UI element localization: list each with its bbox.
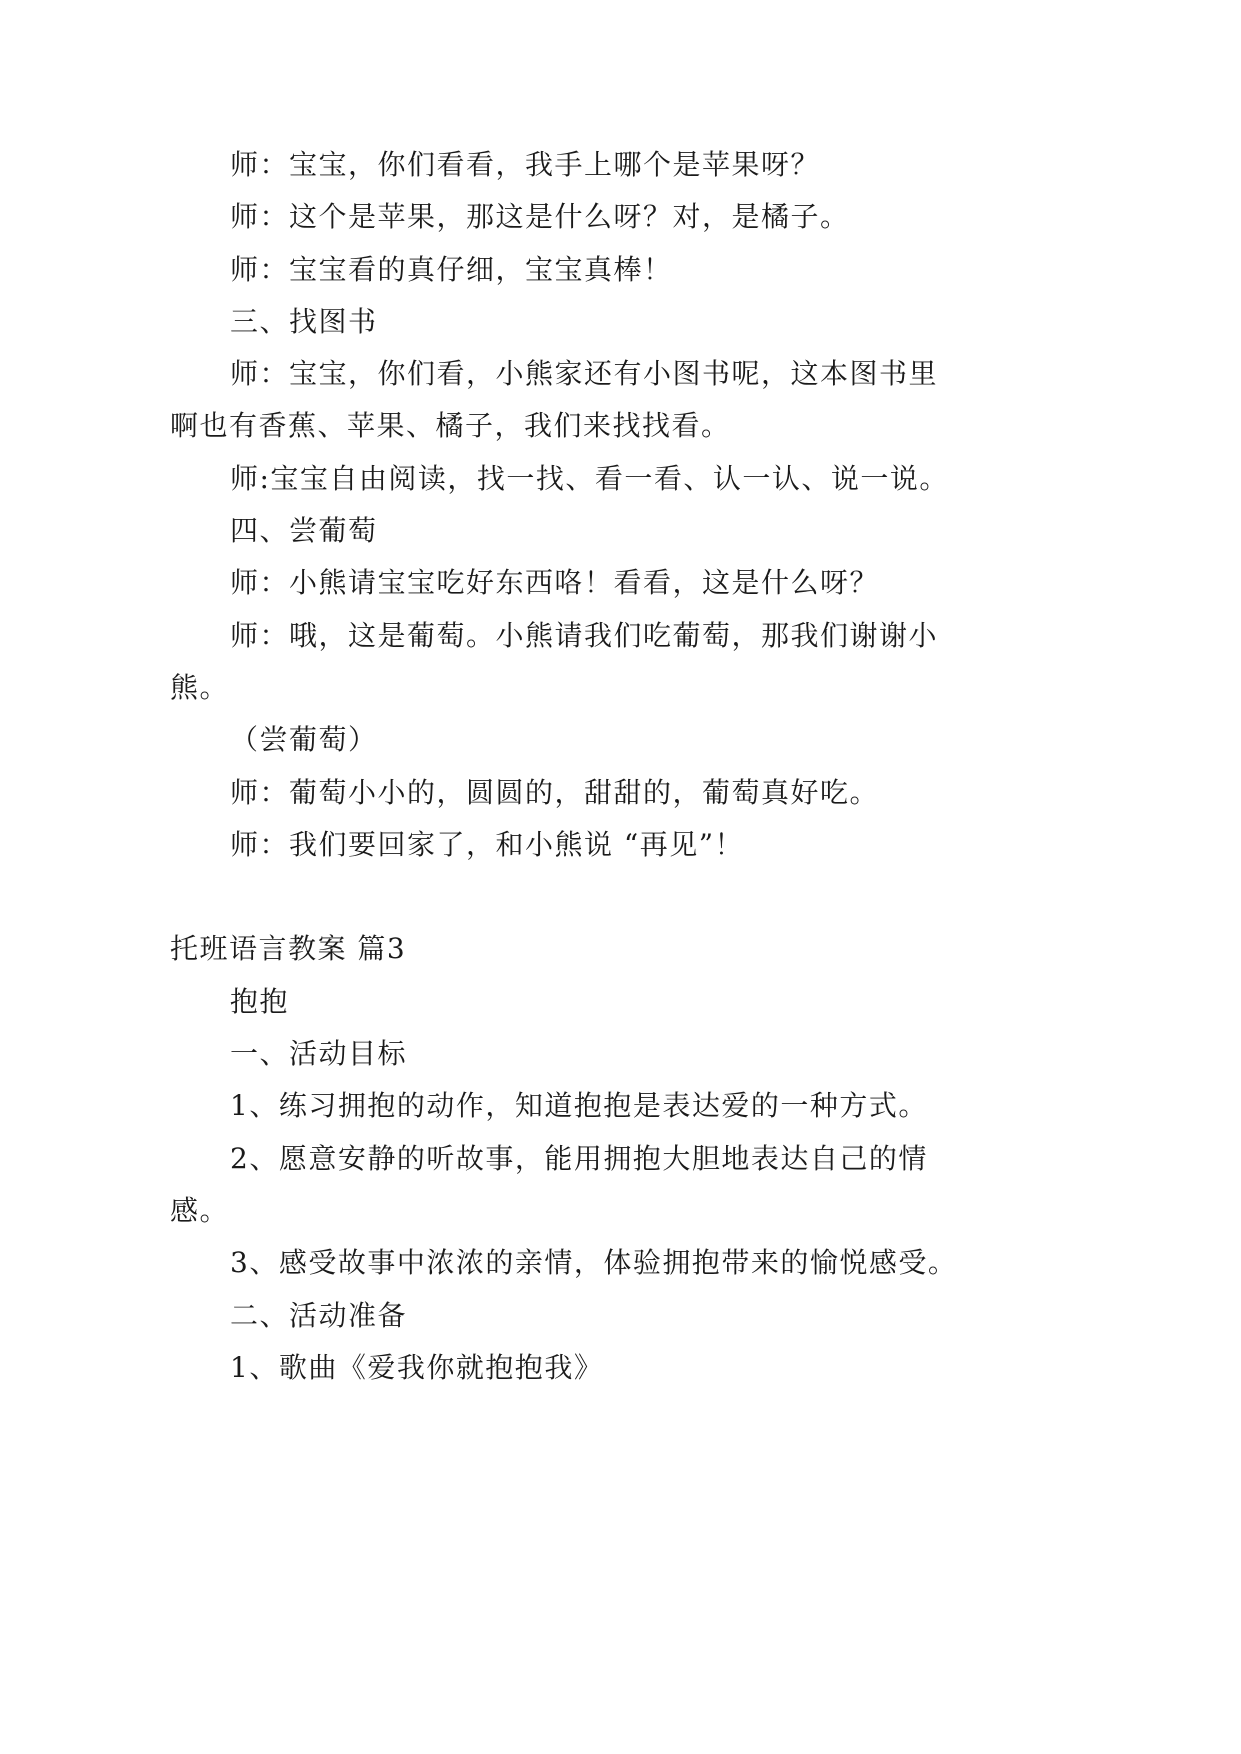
section-heading: 一、活动目标 xyxy=(230,1037,408,1071)
paragraph-line: 师：宝宝，你们看看，我手上哪个是苹果呀？ xyxy=(230,148,821,181)
paragraph-line-continuation: 啊也有香蕉、苹果、橘子，我们来找找看。 xyxy=(170,409,731,443)
list-item: 2、愿意安静的听故事，能用拥抱大胆地表达自己的情 xyxy=(230,1141,928,1175)
list-item: 1、练习拥抱的动作，知道抱抱是表达爱的一种方式。 xyxy=(230,1089,928,1123)
paragraph-line: 师：宝宝，你们看，小熊家还有小图书呢，这本图书里 xyxy=(230,357,939,391)
paragraph-line: 师：这个是苹果，那这是什么呀？对，是橘子。 xyxy=(230,200,850,234)
stage-direction: （尝葡萄） xyxy=(230,723,378,757)
list-item: 3、感受故事中浓浓的亲情，体验拥抱带来的愉悦感受。 xyxy=(230,1246,958,1280)
list-item-continuation: 感。 xyxy=(170,1193,230,1227)
section-heading: 三、找图书 xyxy=(230,304,378,338)
lesson-title: 抱抱 xyxy=(230,984,290,1018)
paragraph-line: 师：葡萄小小的，圆圆的，甜甜的，葡萄真好吃。 xyxy=(230,775,880,809)
paragraph-line: 师：小熊请宝宝吃好东西咯！看看，这是什么呀？ xyxy=(230,566,880,600)
blank-line xyxy=(170,871,1070,923)
paragraph-line: 师：宝宝看的真仔细，宝宝真棒！ xyxy=(230,252,673,286)
document-section-title: 托班语言教案 篇3 xyxy=(170,932,407,966)
section-heading: 二、活动准备 xyxy=(230,1298,408,1332)
paragraph-line-continuation: 熊。 xyxy=(170,670,230,704)
document-body xyxy=(170,139,1070,1394)
section-heading: 四、尝葡萄 xyxy=(230,514,378,548)
list-item: 1、歌曲《爱我你就抱抱我》 xyxy=(230,1350,604,1384)
paragraph-line: 师：哦，这是葡萄。小熊请我们吃葡萄，那我们谢谢小 xyxy=(230,618,939,652)
paragraph-line: 师:宝宝自由阅读，找一找、看一看、认一认、说一说。 xyxy=(230,461,949,495)
paragraph-line: 师：我们要回家了，和小熊说 “再见”！ xyxy=(230,827,745,861)
